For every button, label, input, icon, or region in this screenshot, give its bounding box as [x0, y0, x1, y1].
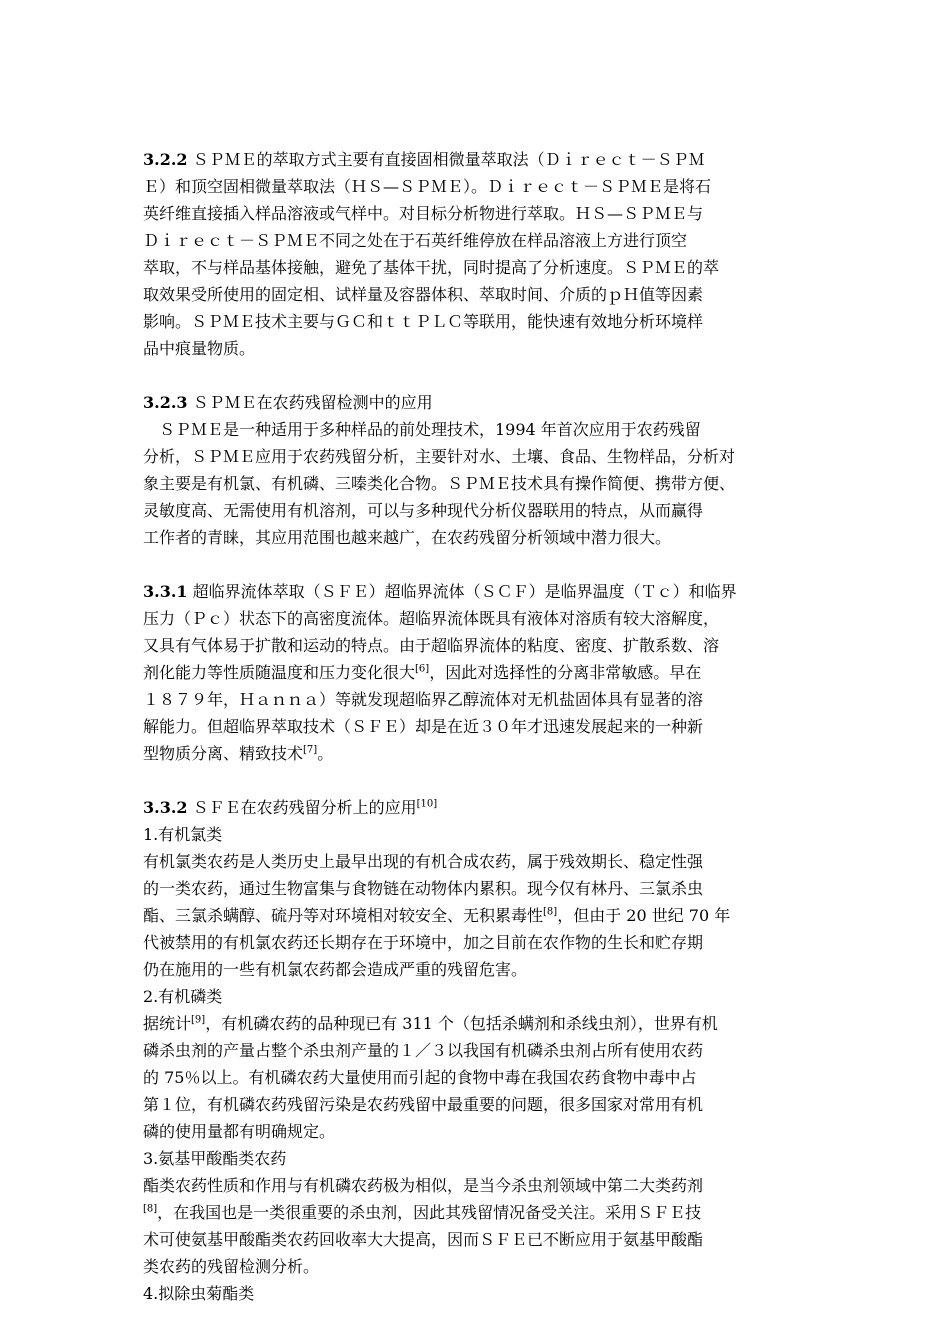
document-page: [143, 146, 815, 1334]
citation: [9]: [191, 1014, 206, 1026]
section-3-2-2: [143, 146, 815, 362]
citation: [7]: [303, 744, 318, 756]
text-run: ＳＰＭＥ的萃取方式主要有直接固相微量萃取法（Ｄｉｒｅｃｔ－ＳＰＭ: [187, 150, 705, 169]
text-line: 又具有气体易于扩散和运动的特点。由于超临界流体的粘度、密度、扩散系数、溶: [143, 636, 720, 655]
text-line: 象主要是有机氯、有机磷、三嗪类化合物。ＳＰＭＥ技术具有操作简便、携带方便、: [143, 474, 736, 493]
section-number: 3.2.3: [143, 393, 188, 412]
text-line: 代被禁用的有机氯农药还长期存在于环境中，加之目前在农作物的生长和贮存期: [143, 933, 704, 952]
text-run: 剂化能力等性质随温度和压力变化很大: [143, 663, 416, 682]
text-line: 英纤维直接插入样品溶液或气样中。对目标分析物进行萃取。ＨＳ—ＳＰＭＥ与: [143, 204, 704, 223]
text-run: ，但由于 20 世纪 70 年: [557, 906, 731, 925]
text-run: 酯、三氯杀螨醇、硫丹等对环境相对较安全、无积累毒性: [143, 906, 544, 925]
section-title: ＳＰＭＥ在农药残留检测中的应用: [187, 393, 433, 412]
text-run: ，有机磷农药的品种现已有 311 个（包括杀螨剂和杀线虫剂），世界有机: [205, 1014, 718, 1033]
text-line: [143, 146, 815, 173]
text-line: 压力（Ｐｃ）状态下的高密度流体。超临界流体既具有液体对溶质有较大溶解度，: [143, 609, 720, 628]
section-number: 3.3.1: [143, 582, 188, 601]
text-line: 取效果受所使用的固定相、试样量及容器体积、萃取时间、介质的ｐＨ值等因素: [143, 285, 704, 304]
text-run: 超临界流体萃取（ＳＦＥ）超临界流体（ＳＣＦ）是临界温度（Ｔｃ）和临界: [187, 582, 737, 601]
text-line: 磷的使用量都有明确规定。: [143, 1122, 336, 1141]
text-line: 第１位，有机磷农药残留污染是农药残留中最重要的问题，很多国家对常用有机: [143, 1095, 704, 1114]
text-line: 影响。ＳＰＭＥ技术主要与ＧＣ和ｔｔＰＬＣ等联用，能快速有效地分析环境样: [143, 312, 704, 331]
text-run: 据统计: [143, 1014, 192, 1033]
section-number: 3.3.2: [143, 798, 188, 817]
text-line: 术可使氨基甲酸酯类农药回收率大大提高，因而ＳＦＥ已不断应用于氨基甲酸酯: [143, 1230, 704, 1249]
text-line: １８７９年，Ｈａｎｎａ）等就发现超临界乙醇流体对无机盐固体具有显著的溶: [143, 690, 704, 709]
text-line: 酯类农药性质和作用与有机磷农药极为相似，是当今杀虫剂领域中第二大类药剂: [143, 1176, 704, 1195]
text-line: [143, 1010, 815, 1037]
text-line: [143, 740, 815, 767]
text-run: 。: [317, 744, 334, 763]
text-line: 有机氯类农药是人类历史上最早出现的有机合成农药，属于残效期长、稳定性强: [143, 852, 704, 871]
text-line: Ｅ）和顶空固相微量萃取法（ＨＳ—ＳＰＭＥ）。Ｄｉｒｅｃｔ－ＳＰＭＥ是将石: [143, 177, 712, 196]
section-title: ＳＦＥ在农药残留分析上的应用: [187, 798, 417, 817]
subheading: 4.拟除虫菊酯类: [143, 1284, 255, 1303]
text-line: 解能力。但超临界萃取技术（ＳＦＥ）却是在近３０年才迅速发展起来的一种新: [143, 717, 704, 736]
text-line: [143, 578, 815, 605]
text-line: [143, 659, 815, 686]
section-heading: [143, 389, 815, 416]
text-line: 品中痕量物质。: [143, 339, 256, 358]
text-line: 的 75％以上。有机磷农药大量使用而引起的食物中毒在我国农药食物中毒中占: [143, 1068, 697, 1087]
text-line: 仍在施用的一些有机氯农药都会造成严重的残留危害。: [143, 960, 528, 979]
section-heading: [143, 794, 815, 821]
text-line: 的一类农药，通过生物富集与食物链在动物体内累积。现今仅有林丹、三氯杀虫: [143, 879, 704, 898]
section-3-2-3: [143, 389, 815, 551]
text-run: 型物质分离、精致技术: [143, 744, 304, 763]
text-line: 分析，ＳＰＭＥ应用于农药残留分析，主要针对水、土壤、食品、生物样品，分析对: [143, 447, 736, 466]
section-3-3-2: [143, 794, 815, 1307]
text-line: 灵敏度高、无需使用有机溶剂，可以与多种现代分析仪器联用的特点，从而赢得: [143, 501, 704, 520]
text-line: [143, 1199, 815, 1226]
citation: [10]: [416, 798, 438, 810]
text-line: 磷杀虫剂的产量占整个杀虫剂产量的１／３以我国有机磷杀虫剂占所有使用农药: [143, 1041, 704, 1060]
section-3-3-1: [143, 578, 815, 767]
section-number: 3.2.2: [143, 150, 188, 169]
text-line: 类农药的残留检测分析。: [143, 1257, 320, 1276]
text-run: ，在我国也是一类很重要的杀虫剂，因此其残留情况备受关注。采用ＳＦＥ技: [157, 1203, 702, 1222]
text-line: [143, 902, 815, 929]
text-line: 萃取，不与样品基体接触，避免了基体干扰，同时提高了分析速度。ＳＰＭＥ的萃: [143, 258, 720, 277]
text-line: Ｄｉｒｅｃｔ－ＳＰＭＥ不同之处在于石英纤维停放在样品溶液上方进行顶空: [143, 231, 688, 250]
subheading: 1.有机氯类: [143, 825, 223, 844]
text-run: ，因此对选择性的分离非常敏感。早在: [429, 663, 702, 682]
citation: [8]: [143, 1203, 158, 1215]
text-line: 工作者的青睐，其应用范围也越来越广，在农药残留分析领域中潜力很大。: [143, 528, 672, 547]
subheading: 2.有机磷类: [143, 987, 223, 1006]
citation: [8]: [543, 906, 558, 918]
text-line: ＳＰＭＥ是一种适用于多种样品的前处理技术，1994 年首次应用于农药残留: [143, 420, 701, 439]
citation: [6]: [415, 663, 430, 675]
subheading: 3.氨基甲酸酯类农药: [143, 1149, 287, 1168]
